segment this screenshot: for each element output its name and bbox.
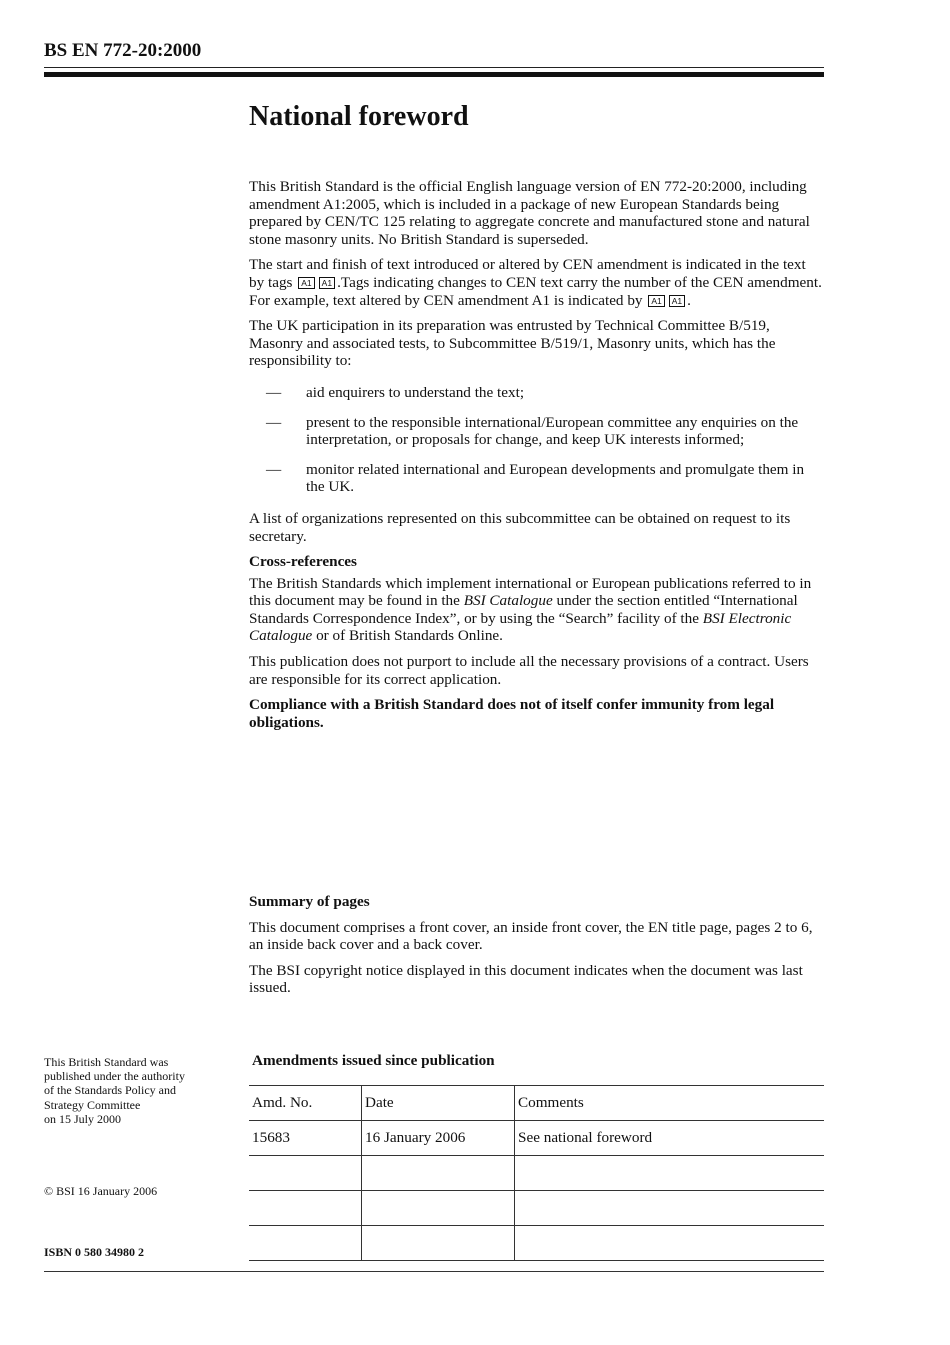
document-id: BS EN 772-20:2000: [44, 40, 202, 61]
p2-text-c: .: [687, 291, 691, 309]
header-amd-no: Amd. No.: [249, 1086, 362, 1121]
publication-note-line: This British Standard was: [44, 1055, 169, 1069]
foreword-paragraph-4: A list of organizations represented on this subcommittee can be obtained on request to its secretary.: [249, 509, 791, 545]
cell-date: [362, 1226, 515, 1261]
foreword-paragraph-5: [249, 575, 824, 645]
copyright-notice: © BSI 16 January 2006: [44, 1184, 158, 1198]
list-item-text: monitor related international and European developments and promulgate them in the UK.: [306, 460, 805, 496]
publication-note-line: published under the authority: [44, 1069, 185, 1084]
dash-marker: —: [266, 460, 282, 478]
cell-comments: [515, 1191, 825, 1226]
cell-date: 16 January 2006: [362, 1121, 515, 1156]
summary-section: [249, 893, 824, 1005]
summary-heading: Summary of pages: [249, 893, 370, 910]
amendment-tag-close: A1: [319, 277, 335, 289]
header-rule-thin: [44, 67, 824, 68]
cell-comments: [515, 1156, 825, 1191]
cell-comments: See national foreword: [515, 1121, 825, 1156]
table-row: [249, 1226, 824, 1261]
foreword-paragraph-6: This publication does not purport to include all the necessary provisions of a contract. Users are responsible for its correct application.: [249, 653, 809, 688]
responsibility-list: [249, 384, 824, 496]
amendment-tag-open-example: A1: [648, 295, 664, 307]
header-date: Date: [362, 1086, 515, 1121]
cell-date: [362, 1191, 515, 1226]
dash-marker: —: [266, 413, 282, 431]
foreword-section: [249, 100, 824, 739]
dash-marker: —: [266, 383, 282, 401]
cell-amd-no: [249, 1226, 362, 1261]
cell-comments: [515, 1226, 825, 1261]
p2-text-b: .Tags indicating changes to CEN text carry the number of the CEN amendment. For example, text altered by CEN amendment A1 is indicated by: [249, 273, 822, 309]
header-comments: Comments: [515, 1086, 825, 1121]
list-item: [249, 414, 824, 449]
p2-text-a: The start and finish of text introduced or altered by CEN amendment is indicated in the text by tags: [249, 256, 806, 291]
table-row: [249, 1156, 824, 1191]
amendment-tag-open: A1: [298, 277, 314, 289]
compliance-statement: Compliance with a British Standard does not of itself confer immunity from legal obligations.: [249, 696, 775, 731]
cell-amd-no: [249, 1191, 362, 1226]
summary-paragraph-2: The BSI copyright notice displayed in this document indicates when the document was last issued.: [249, 961, 803, 997]
footer-rule: [44, 1271, 824, 1272]
table-row: [249, 1191, 824, 1226]
cell-date: [362, 1156, 515, 1191]
foreword-paragraph-2: [249, 256, 824, 309]
foreword-paragraph-1: This British Standard is the official English language version of EN 772-20:2000, including amendment A1:2005, which is included in a package of new European Standards being prepared by CEN/TC 125 relating to aggregate concrete and manufactured stone and natural stone masonry units. No British Standard is superseded.: [249, 178, 810, 248]
list-item-text: aid enquirers to understand the text;: [306, 383, 525, 401]
table-row: [249, 1121, 824, 1156]
amendment-tag-close-example: A1: [669, 295, 685, 307]
cell-amd-no: [249, 1156, 362, 1191]
bsi-catalogue-ref: BSI Catalogue: [463, 592, 553, 610]
publication-note-line: of the Standards Policy and: [44, 1083, 176, 1098]
crossref-heading: Cross-references: [249, 553, 357, 571]
list-item-text: present to the responsible international/European committee any enquiries on the interpretation, or proposals for change, and keep UK interests informed;: [306, 413, 799, 449]
publication-note-line: on 15 July 2000: [44, 1111, 122, 1126]
p5-text-b: under the section entitled “International Standards Correspondence Index”, or by using the “Search” facility of the: [249, 592, 798, 627]
amendments-title: Amendments issued since publication: [252, 1052, 495, 1069]
publication-note-line: Strategy Committee: [44, 1097, 141, 1112]
list-item: [249, 384, 824, 402]
isbn: ISBN 0 580 34980 2: [44, 1245, 145, 1259]
cell-amd-no: 15683: [249, 1121, 362, 1156]
publication-note: [44, 1055, 234, 1126]
bsi-electronic-catalogue-ref: BSI Electronic Catalogue: [249, 609, 792, 645]
amendments-table: [249, 1085, 824, 1261]
page-title: National foreword: [249, 101, 469, 132]
header-rule-thick: [44, 72, 824, 77]
summary-paragraph-1: This document comprises a front cover, an inside front cover, the EN title page, pages 2 to 6, an inside back cover and a back cover.: [249, 918, 813, 954]
list-item: [249, 461, 824, 496]
table-header-row: [249, 1086, 824, 1121]
foreword-paragraph-3: The UK participation in its preparation was entrusted by Technical Committee B/519, Masonry and associated tests, to Subcommittee B/519/1, Masonry units, which has the responsibility to:: [249, 317, 776, 370]
p5-text-c: or of British Standards Online.: [312, 627, 503, 645]
p5-text-a: The British Standards which implement international or European publications referred to in this document may be found in the: [249, 574, 812, 610]
